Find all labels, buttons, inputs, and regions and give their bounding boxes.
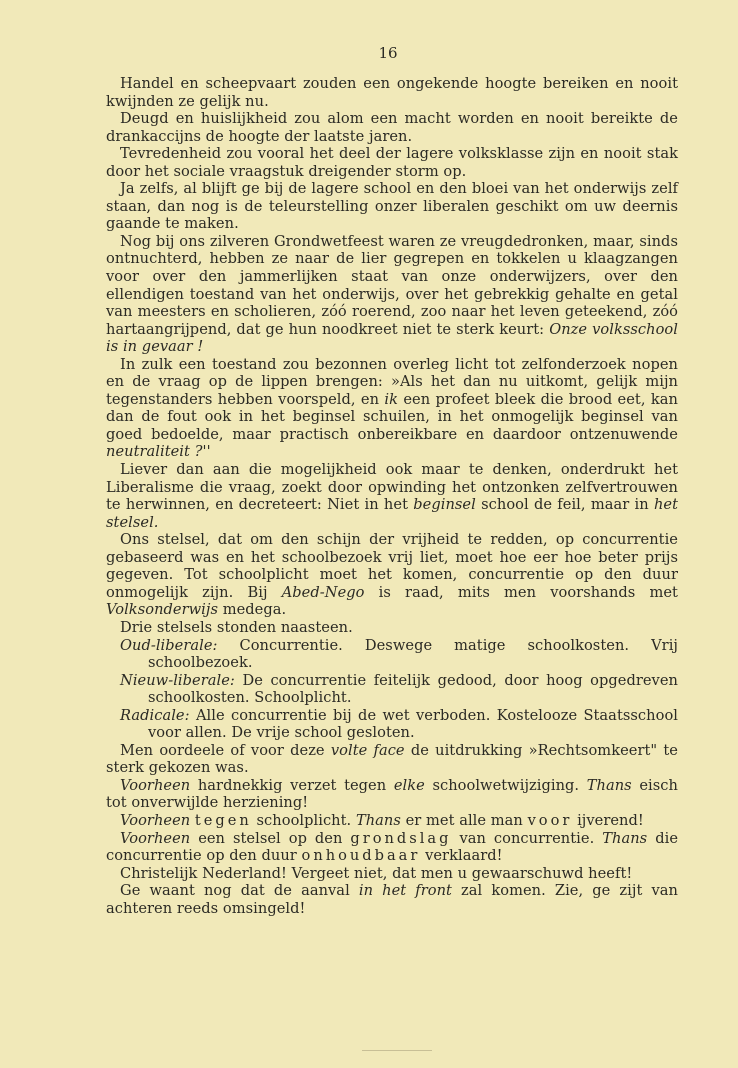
italic-word: Volksonderwijs: [106, 601, 218, 619]
italic-word: Voorheen: [120, 829, 191, 847]
paragraph: Handel en scheepvaart zouden een ongekende hoogte bereiken en nooit kwijnden ze gelijk nu.: [106, 75, 678, 110]
list-item: [106, 672, 678, 707]
paragraph-text: de uitdrukking »Rechtsomkeert" te sterk gekozen was.: [106, 741, 678, 777]
paragraph-text: zal komen. Zie, ge zijt van achteren reeds omsingeld!: [106, 882, 678, 917]
paragraph-text: Nog bij ons zilveren Grondwetfeest waren ze vreugdedronken, maar, sinds ontnuchterd, hebben ze naar de lier gegrepen en tokkelen u klaagzangen voor over den jammerlijken staat van onze onderwijzers, over den ellendigen toestand van het onderwijs, over het gebrekkig gehalte en getal van meesters en scholieren, zóó roerend, zoo naar het leven geteekend, zóó hartaangrijpend, dat ge hun noodkreet niet te sterk keurt:: [106, 232, 678, 338]
paragraph-text: Men oordeele of voor deze: [120, 741, 325, 759]
list-label: Nieuw-liberale:: [120, 671, 235, 689]
paragraph: [106, 233, 678, 356]
italic-word: Thans: [602, 829, 648, 847]
paragraph-text: ijverend!: [577, 811, 644, 829]
paragraph: [106, 356, 678, 461]
spaced-word: voor: [527, 811, 573, 829]
italic-word: beginsel: [413, 496, 476, 514]
paragraph-text: een profeet bleek die brood eet, kan dan de fout ook in het beginsel schuilen, in het onmogelijk beginsel van goed bedoelde, maar practisch onbereikbare en daardoor ontzenuwende: [106, 390, 678, 443]
italic-quote: Onze volksschool is in gevaar !: [106, 320, 678, 356]
paragraph-text: '': [202, 443, 211, 461]
spaced-word: onhoudbaar: [301, 847, 421, 865]
paragraph-text: verklaard!: [425, 847, 503, 865]
paragraph: [106, 777, 678, 812]
paragraph-text: school de feil, maar in: [481, 496, 649, 514]
paragraph: Drie stelsels stonden naasteen.: [120, 618, 353, 636]
paragraph-text: is raad, mits men voorshands met: [378, 583, 678, 601]
italic-word: Abed-Nego: [281, 583, 365, 601]
list-text: Alle concurrentie bij de wet verboden. Kostelooze Staatsschool voor allen. De vrije school gesloten.: [148, 706, 678, 742]
italic-word: Thans: [586, 776, 632, 794]
paragraph-text: medega.: [222, 601, 287, 619]
spaced-word: grondslag: [350, 829, 452, 847]
italic-word: Voorheen: [120, 776, 191, 794]
paragraph: [106, 461, 678, 531]
italic-word: ik: [384, 390, 399, 408]
body-text: [106, 75, 678, 917]
paragraph-text: die concurrentie op den duur: [106, 829, 678, 865]
paragraph-text: hardnekkig verzet tegen: [197, 776, 387, 794]
paragraph: Deugd en huislijkheid zou alom een macht worden en nooit bereikte de drankaccijns de hoogte der laatste jaren.: [106, 110, 678, 145]
paragraph: [106, 882, 678, 917]
spaced-word: tegen: [194, 811, 252, 829]
italic-word: het stelsel.: [106, 496, 678, 531]
paragraph-text: een stelsel op den: [198, 829, 343, 847]
bottom-rule: [362, 1050, 432, 1051]
paragraph-text: schoolplicht.: [256, 811, 352, 829]
paragraph-text: In zulk een toestand zou bezonnen overleg licht tot zelfonderzoek nopen en de vraag op de lippen brengen: »Als het dan nu uitkomt, gelijk mijn tegenstanders hebben voorspeld, en: [106, 355, 678, 408]
paragraph: [106, 812, 678, 830]
italic-word: neutraliteit ?: [106, 443, 203, 461]
paragraph-text: Ge waant nog dat de aanval: [120, 882, 350, 900]
paragraph: Christelijk Nederland! Vergeet niet, dat men u gewaarschuwd heeft!: [120, 864, 633, 882]
paragraph-text: eisch tot onverwijlde herziening!: [106, 776, 678, 812]
paragraph-text: schoolwetwijziging.: [432, 776, 580, 794]
italic-word: Thans: [355, 811, 401, 829]
paragraph: [106, 531, 678, 619]
paragraph-text: Ons stelsel, dat om den schijn der vrijheid te redden, op concurrentie gebaseerd was en het schoolbezoek vrij liet, moet hoe eer hoe beter prijs gegeven. Tot schoolplicht moet het komen, concurrentie op den duur onmogelijk zijn. Bij: [106, 531, 678, 601]
italic-word: elke: [393, 776, 425, 794]
list-text: De concurrentie feitelijk gedood, door hoog opgedreven schoolkosten. Schoolplicht.: [148, 671, 678, 707]
list-label: Radicale:: [120, 706, 190, 724]
list-label: Oud-liberale:: [120, 636, 218, 654]
page-number: 16: [378, 44, 398, 62]
paragraph: Ja zelfs, al blijft ge bij de lagere school en den bloei van het onderwijs zelf staan, dan nog is de teleurstelling onzer liberalen geschikt om uw deernis gaande te maken.: [106, 180, 678, 233]
paragraph: [106, 742, 678, 777]
paragraph: [106, 830, 678, 865]
list-item: [106, 637, 678, 672]
paragraph-text: Liever dan aan die mogelijkheid ook maar te denken, onderdrukt het Liberalisme die vraag, zoekt door opwinding het ontzonken zelfvertrouwen te herwinnen, en decreteert: Niet in het: [106, 461, 678, 514]
italic-word: in het front: [358, 882, 452, 900]
list-item: [106, 707, 678, 742]
paragraph-text: er met alle man: [405, 811, 523, 829]
italic-word: Voorheen: [120, 811, 191, 829]
paragraph: Tevredenheid zou vooral het deel der lagere volksklasse zijn en nooit stak door het sociale vraagstuk dreigender storm op.: [106, 145, 678, 180]
list-text: Concurrentie. Deswege matige schoolkosten. Vrij schoolbezoek.: [148, 636, 678, 672]
italic-word: volte face: [330, 741, 405, 759]
paragraph-text: van concurrentie.: [459, 829, 595, 847]
